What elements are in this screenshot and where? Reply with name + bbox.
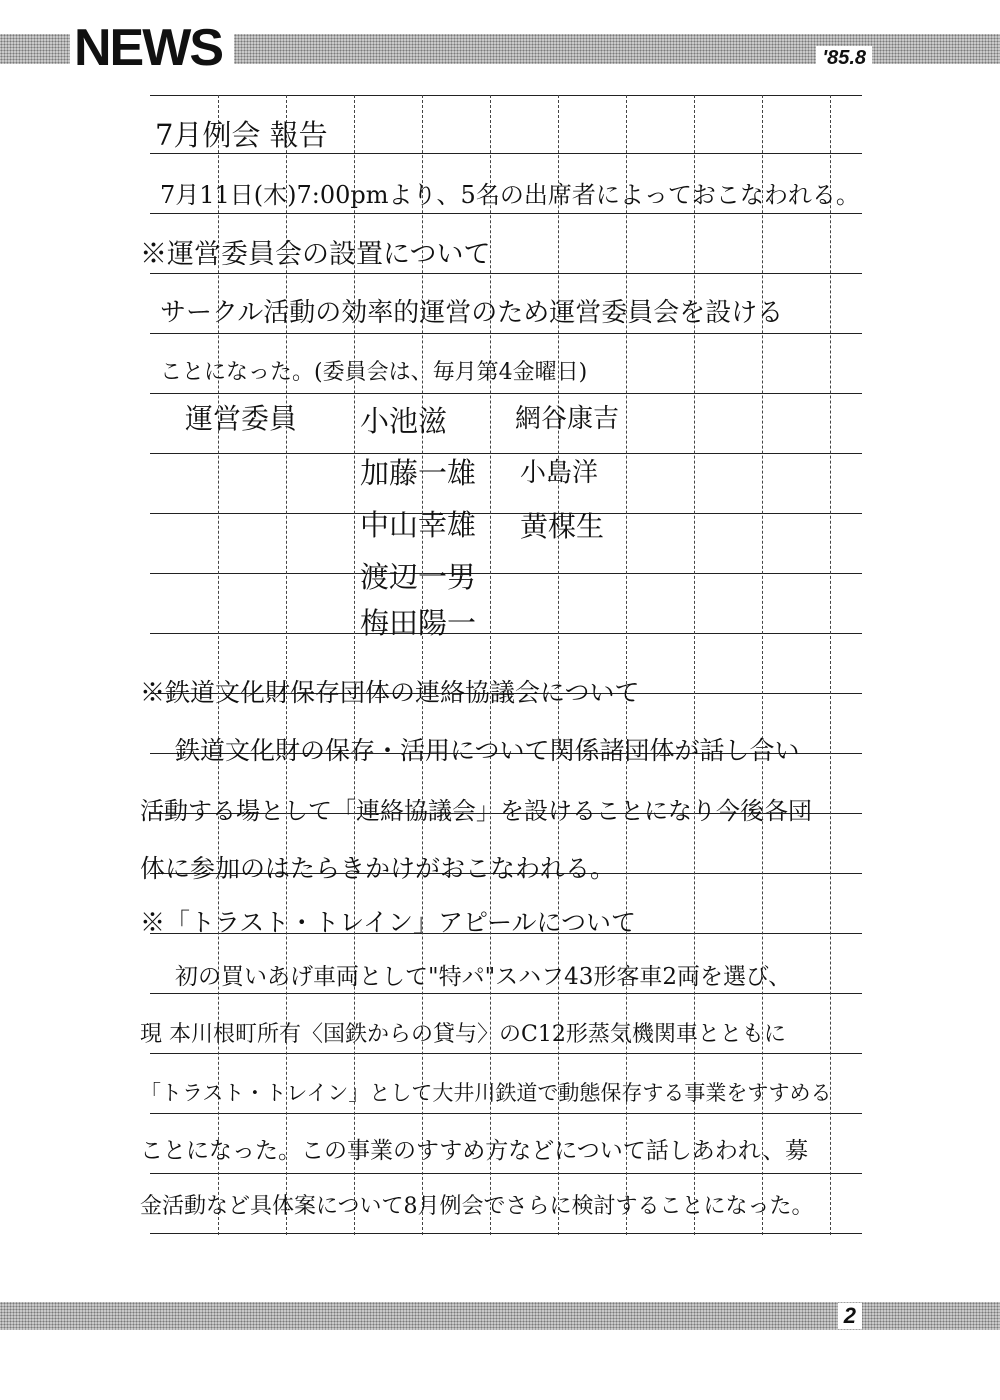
meeting-summary: 7月11日(木)7:00pmより、5名の出席者によっておこなわれる。 xyxy=(160,181,860,209)
rule-line xyxy=(150,1173,862,1174)
member-name: 小島洋 xyxy=(520,458,599,488)
section-heading-council: ※鉄道文化財保存団体の連絡協議会について xyxy=(140,678,640,707)
report-heading: 7月例会 報告 xyxy=(155,118,328,152)
rule-line xyxy=(150,1113,862,1114)
rule-line xyxy=(150,633,862,634)
text-line: 体に参加のはたらきかけがおこなわれる。 xyxy=(140,854,616,883)
rule-line xyxy=(150,213,862,214)
issue-date: '85.8 xyxy=(816,46,872,70)
rule-line xyxy=(150,1053,862,1054)
column-guide xyxy=(830,95,831,1235)
member-name: 小池滋 xyxy=(360,404,448,438)
text-line: 「トラスト・トレイン」として大井川鉄道で動態保存する事業をすすめる xyxy=(140,1081,832,1105)
rule-line xyxy=(150,153,862,154)
committee-label: 運営委員 xyxy=(185,402,298,435)
text-line: 金活動など具体案について8月例会でさらに検討することになった。 xyxy=(140,1194,814,1219)
rule-line xyxy=(150,393,862,394)
member-name: 中山幸雄 xyxy=(360,508,477,542)
member-name: 梅田陽一 xyxy=(360,606,477,640)
rule-line xyxy=(150,513,862,514)
text-line: 現 本川根町所有〈国鉄からの貸与〉のC12形蒸気機関車とともに xyxy=(140,1022,786,1047)
member-name: 渡辺一男 xyxy=(360,560,477,594)
member-name: 網谷康吉 xyxy=(515,404,620,434)
column-guide xyxy=(558,95,559,1235)
column-guide xyxy=(626,95,627,1235)
rule-line xyxy=(150,573,862,574)
rule-line xyxy=(150,273,862,274)
member-name: 黄楳生 xyxy=(520,510,605,543)
rule-line xyxy=(150,333,862,334)
section-heading-trust-train: ※「トラスト・トレイン」アピールについて xyxy=(140,908,637,937)
newsletter-title: NEWS xyxy=(70,20,234,76)
page-number: 2 xyxy=(838,1303,862,1329)
text-line: ことになった。(委員会は、毎月第4金曜日) xyxy=(160,360,588,385)
text-line: 活動する場として「連絡協議会」を設けることになり今後各団 xyxy=(140,797,812,825)
column-guide xyxy=(762,95,763,1235)
rule-line xyxy=(150,95,862,96)
column-guide xyxy=(694,95,695,1235)
text-line: ことになった。この事業のすすめ方などについて話しあわれ、募 xyxy=(140,1138,809,1164)
rule-line xyxy=(150,1233,862,1234)
member-name: 加藤一雄 xyxy=(360,456,477,490)
section-heading-committee: ※運営委員会の設置について xyxy=(140,239,491,270)
text-line: サークル活動の効率的運営のため運営委員会を設ける xyxy=(160,298,784,328)
text-line: 鉄道文化財の保存・活用について関係諸団体が話し合い xyxy=(175,736,800,765)
rule-line xyxy=(150,453,862,454)
text-line: 初の買いあげ車両として"特パ"スハフ43形客車2両を選び、 xyxy=(175,964,792,990)
